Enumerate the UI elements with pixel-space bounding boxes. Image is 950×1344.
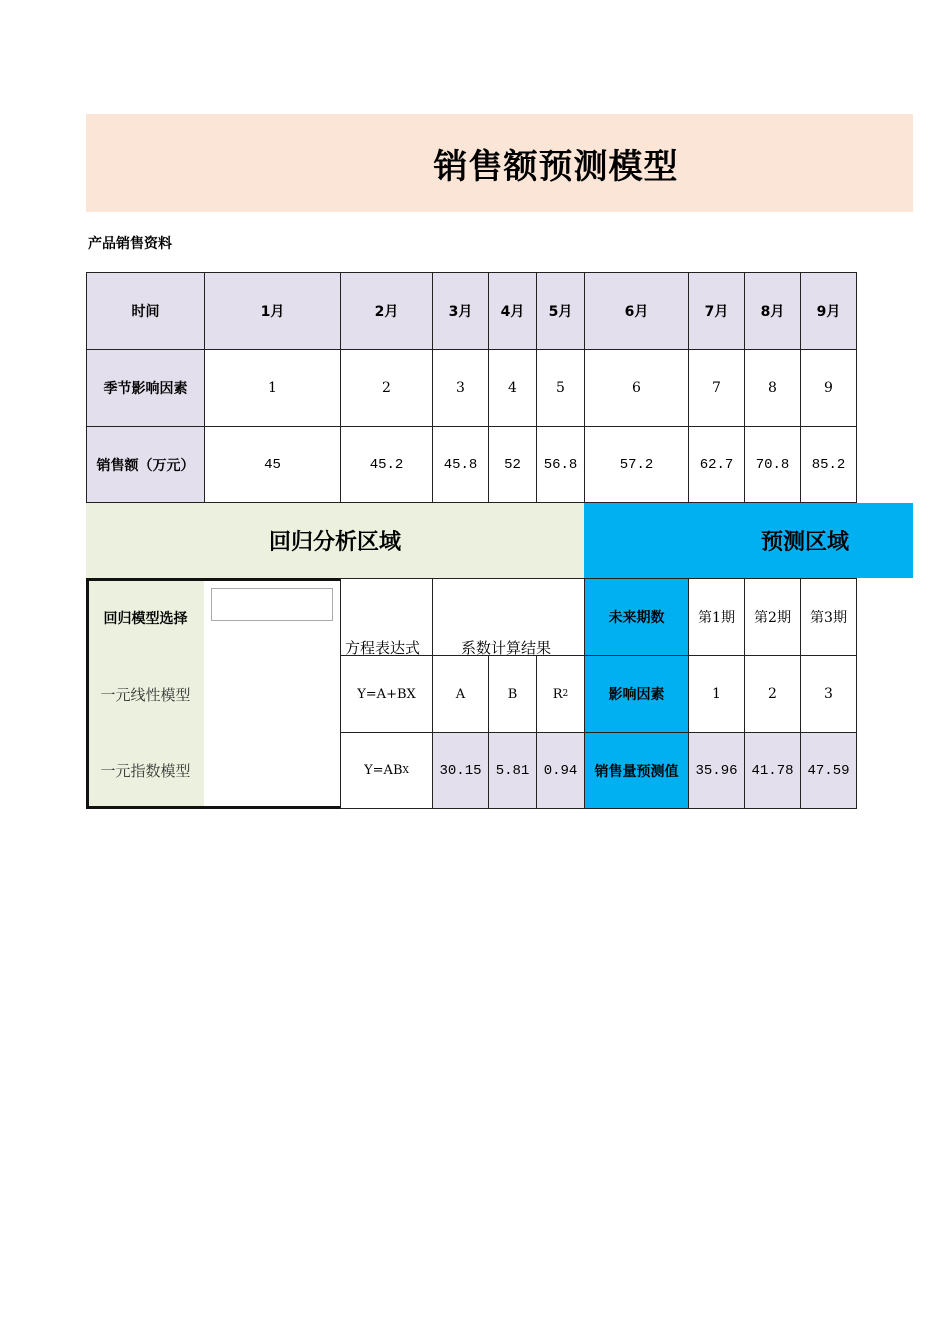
exp-equation-base: Y=AB	[364, 763, 403, 778]
coef-name-b: B	[488, 655, 537, 733]
month-header: 9月	[800, 272, 857, 350]
sales-cell: 45.8	[432, 426, 489, 503]
exponential-model-label: 一元指数模型	[100, 761, 191, 780]
row-header-time: 时间	[86, 272, 205, 350]
row-header-factor: 季节影响因素	[86, 349, 205, 427]
sales-cell: 45.2	[340, 426, 433, 503]
factor-cell: 4	[488, 349, 537, 427]
factor-cell: 2	[340, 349, 433, 427]
sales-cell: 85.2	[800, 426, 857, 503]
sales-cell: 52	[488, 426, 537, 503]
coef-value-a: 30.15	[432, 732, 489, 809]
forecast-factor-cell: 2	[744, 655, 801, 733]
forecast-value-cell: 41.78	[744, 732, 801, 809]
coef-header: 系数计算结果	[461, 639, 552, 657]
row-header-sales: 销售额（万元）	[86, 426, 205, 503]
period-cell: 第1期	[688, 578, 745, 656]
forecast-factor-cell: 3	[800, 655, 857, 733]
factor-cell: 7	[688, 349, 745, 427]
month-header: 7月	[688, 272, 745, 350]
coef-value-b: 5.81	[488, 732, 537, 809]
forecast-area-title: 预测区域	[584, 503, 913, 578]
forecast-value-cell: 35.96	[688, 732, 745, 809]
future-period-label: 未来期数	[584, 578, 689, 656]
forecast-value-label: 销售量预测值	[584, 732, 689, 809]
section-subtitle: 产品销售资料	[88, 236, 172, 252]
factor-cell: 6	[584, 349, 689, 427]
factor-cell: 1	[204, 349, 341, 427]
month-header: 1月	[204, 272, 341, 350]
influence-factor-label: 影响因素	[584, 655, 689, 733]
factor-cell: 5	[536, 349, 585, 427]
month-header: 6月	[584, 272, 689, 350]
sales-cell: 70.8	[744, 426, 801, 503]
forecast-factor-cell: 1	[688, 655, 745, 733]
factor-cell: 9	[800, 349, 857, 427]
page-title: 销售额预测模型	[433, 146, 679, 187]
sales-cell: 57.2	[584, 426, 689, 503]
sales-cell: 45	[204, 426, 341, 503]
model-selection-frame	[86, 578, 340, 809]
sales-cell: 62.7	[688, 426, 745, 503]
regression-area-title: 回归分析区域	[86, 503, 584, 578]
period-cell: 第2期	[744, 578, 801, 656]
factor-cell: 8	[744, 349, 801, 427]
equation-header: 方程表达式	[345, 639, 421, 657]
coef-name-a: A	[432, 655, 489, 733]
exp-equation-superscript: X	[402, 765, 409, 776]
month-header: 2月	[340, 272, 433, 350]
month-header: 3月	[432, 272, 489, 350]
sales-cell: 56.8	[536, 426, 585, 503]
month-header: 4月	[488, 272, 537, 350]
model-select-label: 回归模型选择	[103, 611, 188, 627]
coef-value-r2: 0.94	[536, 732, 585, 809]
factor-cell: 3	[432, 349, 489, 427]
month-header: 8月	[744, 272, 801, 350]
exponential-equation	[340, 732, 433, 809]
coef-r-label: R	[552, 686, 563, 702]
period-cell: 第3期	[800, 578, 857, 656]
r-superscript: 2	[562, 689, 569, 699]
linear-equation: Y=A+BX	[340, 655, 433, 733]
linear-model-label: 一元线性模型	[100, 685, 191, 704]
month-header: 5月	[536, 272, 585, 350]
forecast-value-cell: 47.59	[800, 732, 857, 809]
coef-name-r2	[536, 655, 585, 733]
